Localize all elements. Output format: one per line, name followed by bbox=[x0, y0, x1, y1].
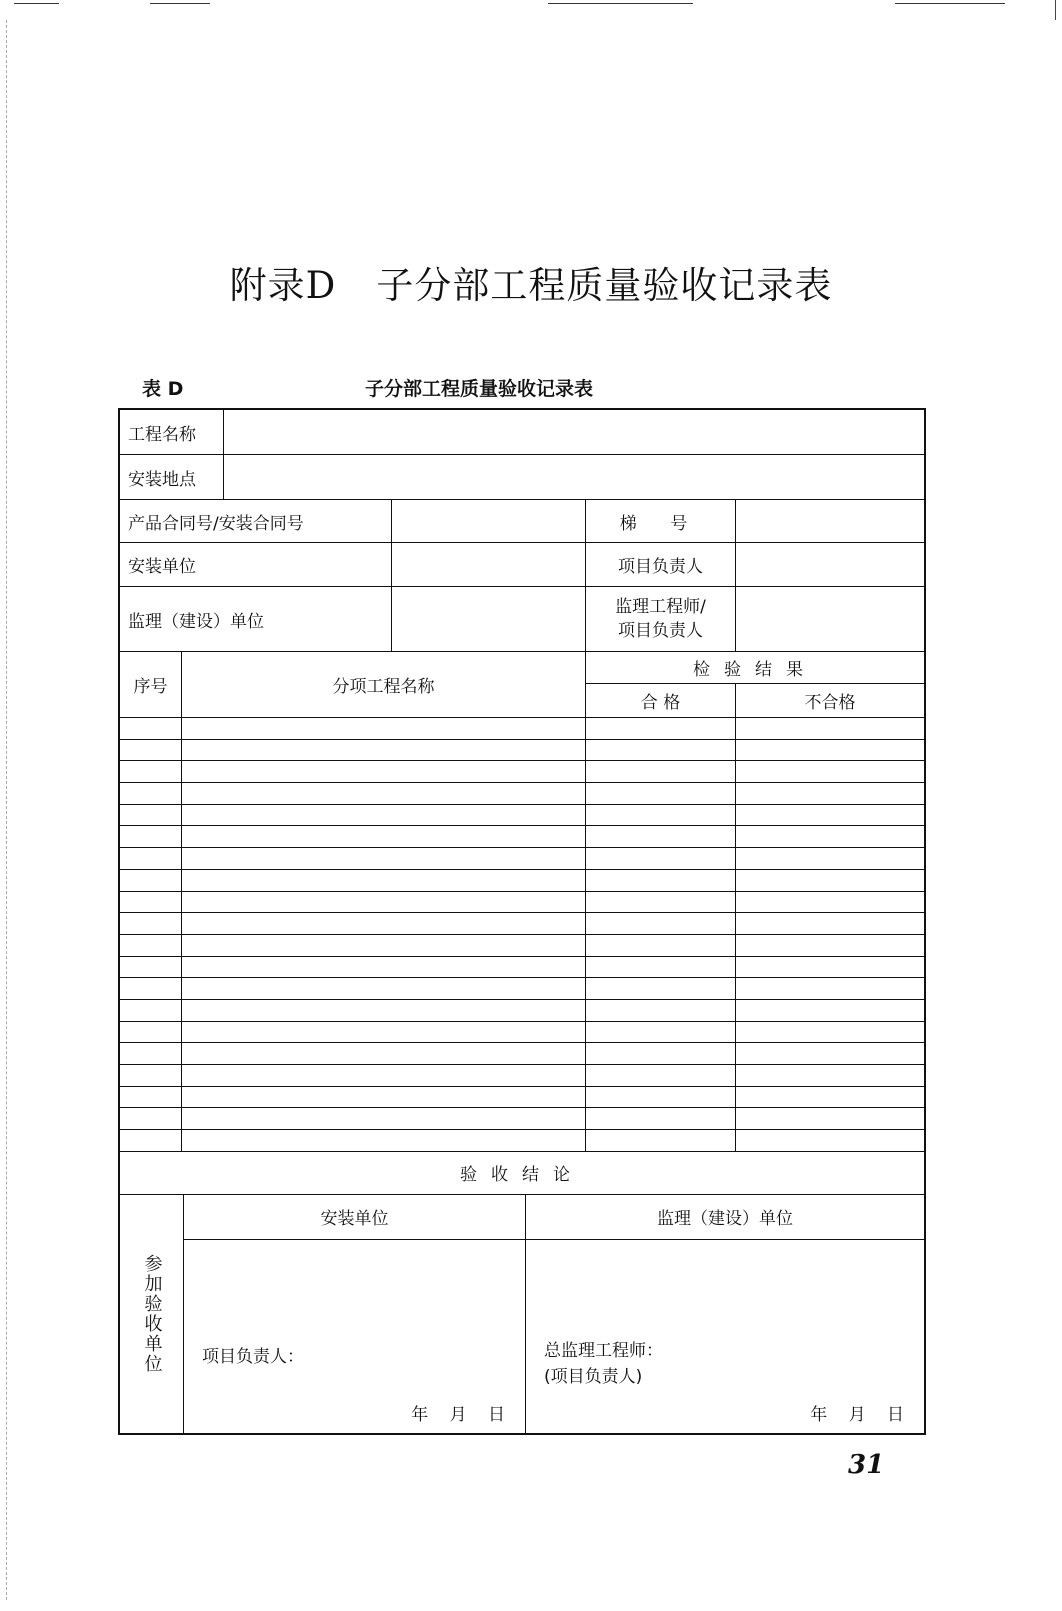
seq-cell[interactable] bbox=[120, 957, 182, 978]
table-row bbox=[120, 1087, 924, 1109]
fail-cell[interactable] bbox=[736, 848, 924, 869]
item-name-cell[interactable] bbox=[182, 1108, 586, 1129]
table-row bbox=[120, 892, 924, 914]
item-name-cell[interactable] bbox=[182, 1043, 586, 1064]
table-row bbox=[120, 1043, 924, 1065]
seq-cell[interactable] bbox=[120, 1022, 182, 1043]
install-unit-sign-area[interactable] bbox=[184, 1240, 525, 1433]
item-name-cell[interactable] bbox=[182, 1022, 586, 1043]
row-participants bbox=[120, 1195, 924, 1433]
scan-artifact bbox=[548, 3, 693, 4]
pass-cell[interactable] bbox=[586, 761, 736, 782]
fail-cell[interactable] bbox=[736, 718, 924, 739]
project-manager-label: 项目负责人 bbox=[586, 543, 736, 586]
row-column-headers bbox=[120, 652, 924, 718]
pass-cell[interactable] bbox=[586, 1065, 736, 1086]
page-number: 31 bbox=[848, 1450, 885, 1480]
item-name-cell[interactable] bbox=[182, 740, 586, 761]
pass-cell[interactable] bbox=[586, 892, 736, 913]
pass-cell[interactable] bbox=[586, 957, 736, 978]
fail-cell[interactable] bbox=[736, 1022, 924, 1043]
table-row bbox=[120, 1108, 924, 1130]
fail-cell[interactable] bbox=[736, 805, 924, 826]
seq-cell[interactable] bbox=[120, 892, 182, 913]
scan-artifact bbox=[150, 3, 210, 4]
item-name-cell[interactable] bbox=[182, 1065, 586, 1086]
seq-cell[interactable] bbox=[120, 1000, 182, 1021]
project-manager-paren-label: (项目负责人) bbox=[544, 1366, 643, 1387]
participants-label bbox=[120, 1195, 184, 1433]
pass-cell[interactable] bbox=[586, 848, 736, 869]
install-unit-sign-section bbox=[184, 1195, 526, 1433]
supervision-engineer-field[interactable] bbox=[736, 587, 924, 651]
column-header-pass: 合 格 bbox=[586, 684, 736, 717]
table-row bbox=[120, 870, 924, 892]
table-row bbox=[120, 805, 924, 827]
seq-cell[interactable] bbox=[120, 718, 182, 739]
appendix-title: 子分部工程质量验收记录表 bbox=[376, 264, 833, 307]
fail-cell[interactable] bbox=[736, 1130, 924, 1151]
appendix-code: 附录D bbox=[229, 264, 337, 307]
fail-cell[interactable] bbox=[736, 1087, 924, 1108]
item-name-cell[interactable] bbox=[182, 1087, 586, 1108]
supervision-engineer-label bbox=[586, 587, 736, 651]
seq-cell[interactable] bbox=[120, 913, 182, 934]
column-header-result-group bbox=[586, 652, 924, 684]
table-row bbox=[120, 848, 924, 870]
fail-cell[interactable] bbox=[736, 892, 924, 913]
conclusion-label-text: 验收结论 bbox=[460, 1165, 584, 1186]
install-unit-header: 安装单位 bbox=[184, 1195, 525, 1240]
fail-cell[interactable] bbox=[736, 1000, 924, 1021]
item-name-cell[interactable] bbox=[182, 826, 586, 847]
fail-cell[interactable] bbox=[736, 913, 924, 934]
supervision-unit-header: 监理（建设）单位 bbox=[526, 1195, 924, 1240]
pass-cell[interactable] bbox=[586, 913, 736, 934]
pass-cell[interactable] bbox=[586, 1000, 736, 1021]
scan-artifact bbox=[14, 3, 59, 4]
pass-cell[interactable] bbox=[586, 783, 736, 804]
pass-cell[interactable] bbox=[586, 978, 736, 999]
result-group-text: 检验结果 bbox=[693, 660, 817, 680]
pass-cell[interactable] bbox=[586, 1087, 736, 1108]
seq-cell[interactable] bbox=[120, 740, 182, 761]
install-unit-field[interactable] bbox=[392, 543, 586, 586]
install-unit-label: 安装单位 bbox=[120, 543, 392, 586]
fail-cell[interactable] bbox=[736, 935, 924, 956]
scan-edge-right bbox=[1055, 0, 1057, 20]
table-row bbox=[120, 913, 924, 935]
install-location-field[interactable] bbox=[224, 455, 924, 499]
row-install-unit bbox=[120, 543, 924, 587]
fail-cell[interactable] bbox=[736, 826, 924, 847]
row-install-location bbox=[120, 455, 924, 500]
table-row bbox=[120, 1022, 924, 1044]
seq-cell[interactable] bbox=[120, 1087, 182, 1108]
item-name-cell[interactable] bbox=[182, 957, 586, 978]
fail-cell[interactable] bbox=[736, 978, 924, 999]
fail-cell[interactable] bbox=[736, 783, 924, 804]
acceptance-record-form bbox=[118, 408, 926, 1435]
table-row bbox=[120, 1065, 924, 1087]
pass-cell[interactable] bbox=[586, 1022, 736, 1043]
supervision-unit-sign-section bbox=[526, 1195, 924, 1433]
seq-cell[interactable] bbox=[120, 1043, 182, 1064]
fail-cell[interactable] bbox=[736, 870, 924, 891]
seq-cell[interactable] bbox=[120, 1065, 182, 1086]
scan-artifact bbox=[895, 3, 1005, 4]
participants-label-text: 参加验收单位 bbox=[141, 1253, 163, 1374]
pass-cell[interactable] bbox=[586, 1043, 736, 1064]
elevator-no-label bbox=[586, 500, 736, 542]
table-row bbox=[120, 826, 924, 848]
install-location-label: 安装地点 bbox=[120, 455, 224, 499]
item-name-cell[interactable] bbox=[182, 870, 586, 891]
install-unit-date-label: 年 月 日 bbox=[411, 1404, 505, 1425]
column-group-result bbox=[586, 652, 924, 717]
column-header-fail: 不合格 bbox=[804, 693, 856, 713]
item-name-cell[interactable] bbox=[182, 805, 586, 826]
fail-cell[interactable] bbox=[736, 761, 924, 782]
table-row bbox=[120, 978, 924, 1000]
seq-cell[interactable] bbox=[120, 870, 182, 891]
table-title: 子分部工程质量验收记录表 bbox=[365, 378, 594, 400]
row-project-name bbox=[120, 410, 924, 455]
seq-cell[interactable] bbox=[120, 826, 182, 847]
fail-cell[interactable] bbox=[736, 740, 924, 761]
pass-cell[interactable] bbox=[586, 805, 736, 826]
supervision-unit-sign-area[interactable] bbox=[526, 1240, 924, 1433]
seq-cell[interactable] bbox=[120, 1108, 182, 1129]
supervision-unit-date-label: 年 月 日 bbox=[810, 1404, 904, 1425]
fail-cell[interactable] bbox=[736, 1065, 924, 1086]
table-row bbox=[120, 935, 924, 957]
supervision-unit-label: 监理（建设）单位 bbox=[120, 587, 392, 651]
row-contract bbox=[120, 500, 924, 543]
seq-cell[interactable] bbox=[120, 978, 182, 999]
seq-cell[interactable] bbox=[120, 935, 182, 956]
install-unit-signer-label: 项目负责人： bbox=[202, 1346, 304, 1367]
seq-cell[interactable] bbox=[120, 761, 182, 782]
project-name-label: 工程名称 bbox=[120, 410, 224, 454]
table-row bbox=[120, 783, 924, 805]
pass-cell[interactable] bbox=[586, 740, 736, 761]
fail-cell[interactable] bbox=[736, 1043, 924, 1064]
seq-cell[interactable] bbox=[120, 1130, 182, 1151]
pass-cell[interactable] bbox=[586, 1108, 736, 1129]
pass-cell[interactable] bbox=[586, 718, 736, 739]
pass-cell[interactable] bbox=[586, 826, 736, 847]
contract-no-label: 产品合同号/安装合同号 bbox=[120, 500, 392, 542]
item-name-cell[interactable] bbox=[182, 978, 586, 999]
row-supervision-unit bbox=[120, 587, 924, 652]
elevator-no-field[interactable] bbox=[736, 500, 924, 542]
table-row bbox=[120, 761, 924, 783]
item-name-cell[interactable] bbox=[182, 1130, 586, 1151]
table-row bbox=[120, 1000, 924, 1022]
supervision-unit-field[interactable] bbox=[392, 587, 586, 651]
table-number: 表 D bbox=[142, 378, 184, 400]
item-name-cell[interactable] bbox=[182, 761, 586, 782]
contract-no-field[interactable] bbox=[392, 500, 586, 542]
supervision-engineer-label-line1: 监理工程师/ bbox=[615, 597, 706, 617]
pass-cell[interactable] bbox=[586, 935, 736, 956]
fail-cell[interactable] bbox=[736, 1108, 924, 1129]
row-conclusion bbox=[120, 1152, 924, 1195]
column-header-seq: 序号 bbox=[120, 652, 182, 717]
item-name-cell[interactable] bbox=[182, 935, 586, 956]
page-title bbox=[0, 255, 1062, 309]
table-row bbox=[120, 718, 924, 740]
fail-cell[interactable] bbox=[736, 957, 924, 978]
pass-cell[interactable] bbox=[586, 1130, 736, 1151]
supervision-engineer-label-line2: 项目负责人 bbox=[618, 621, 703, 641]
seq-cell[interactable] bbox=[120, 848, 182, 869]
pass-cell[interactable] bbox=[586, 870, 736, 891]
supervision-unit-signer-label bbox=[544, 1338, 663, 1390]
table-row bbox=[120, 957, 924, 979]
item-name-cell[interactable] bbox=[182, 848, 586, 869]
item-name-cell[interactable] bbox=[182, 783, 586, 804]
item-name-cell[interactable] bbox=[182, 718, 586, 739]
table-row bbox=[120, 1130, 924, 1152]
item-name-cell[interactable] bbox=[182, 913, 586, 934]
item-name-cell[interactable] bbox=[182, 892, 586, 913]
seq-cell[interactable] bbox=[120, 783, 182, 804]
item-name-cell[interactable] bbox=[182, 1000, 586, 1021]
conclusion-label bbox=[120, 1152, 924, 1194]
project-name-field[interactable] bbox=[224, 410, 924, 454]
seq-cell[interactable] bbox=[120, 805, 182, 826]
project-manager-field[interactable] bbox=[736, 543, 924, 586]
elevator-no-label-text: 梯 号 bbox=[619, 513, 702, 534]
result-subheaders bbox=[586, 684, 924, 717]
column-header-item-name: 分项工程名称 bbox=[182, 652, 586, 717]
chief-engineer-label: 总监理工程师： bbox=[544, 1340, 663, 1361]
table-row bbox=[120, 740, 924, 762]
